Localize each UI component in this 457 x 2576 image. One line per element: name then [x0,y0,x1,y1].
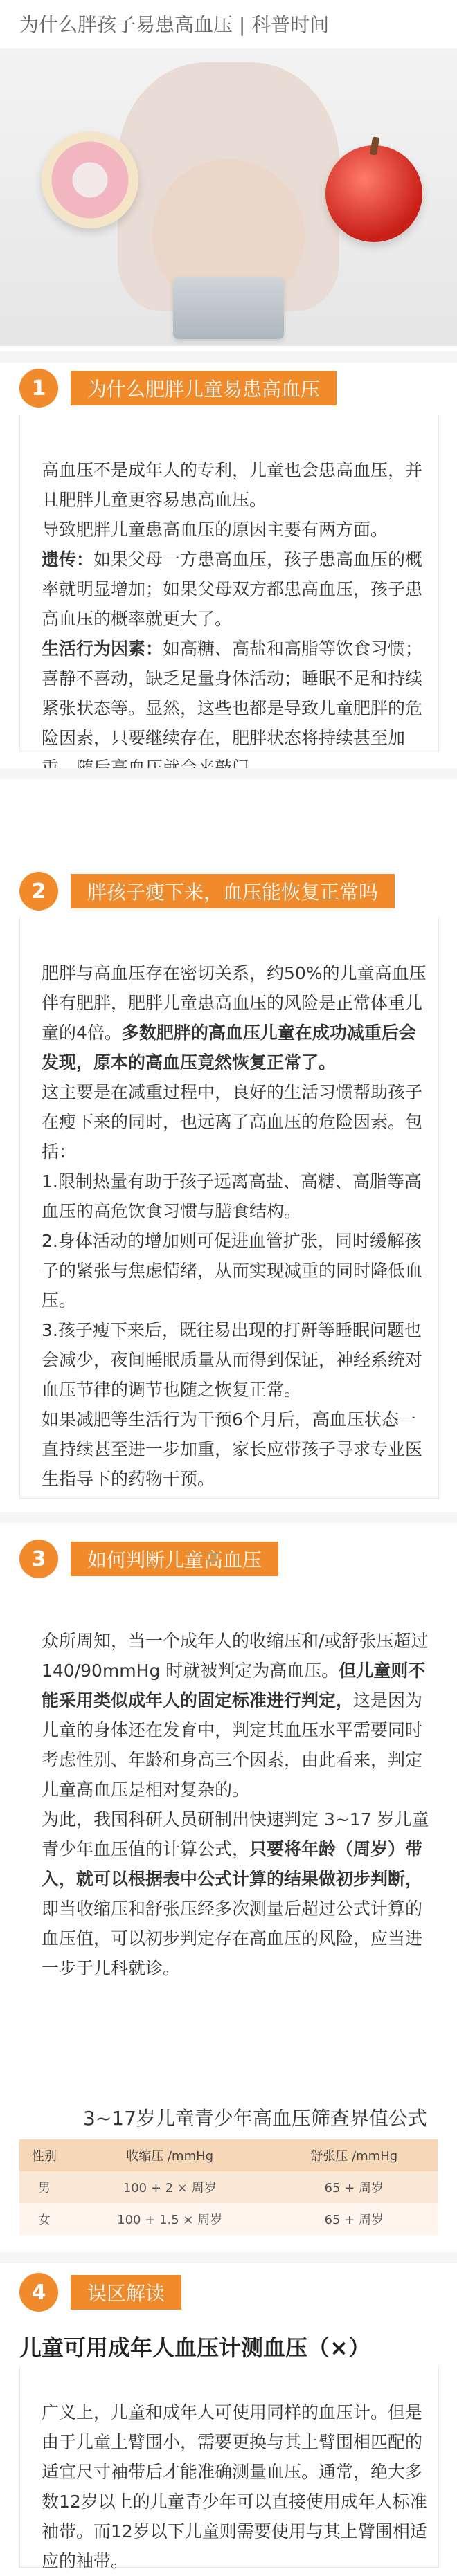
myth-subtitle: 儿童可用成年人血压计测血压（×） [19,2335,370,2361]
section-3-header [19,1536,278,1582]
section-title: 误区解读 [71,2275,181,2310]
section-number: 1 [19,369,58,408]
paragraph: 高血压不是成年人的专利，儿童也会患高血压，并且肥胖儿童更容易患高血压。 [42,460,423,510]
table-title: 3~17岁儿童青少年高血压筛查界值公式 [83,2107,427,2130]
table-cell: 女 [19,2203,69,2235]
paragraph: 1.限制热量有助于孩子远离高盐、高糖、高脂等高血压的高危饮食习惯与膳食结构。 [42,1171,422,1221]
section-number: 4 [19,2273,58,2312]
section-4-text [42,2397,429,2576]
apple-icon [325,145,422,242]
paragraph [42,1805,429,1983]
donut-icon [42,131,138,228]
hero-image [0,48,457,346]
bold-text: 只要将年龄（周岁）带入，就可以根据表中公式计算的结果做初步判断， [42,1839,423,1889]
section-title: 如何判断儿童高血压 [71,1542,278,1576]
text: 即当收缩压和舒张压经多次测量后超过公式计算的血压值，可以初步判定存在高血压的风险，应当进一步于儿科就诊。 [42,1899,423,1978]
bold-label: 生活行为因素： [42,639,163,659]
bp-formula-table [19,2139,438,2235]
section-4-header [19,2269,181,2315]
paragraph [42,545,429,634]
section-title: 胖孩子瘦下来，血压能恢复正常吗 [71,874,395,908]
bold-text: 多数肥胖的高血压儿童在成功减重后会发现，原本的高血压竟然恢复正常了。 [42,1023,416,1072]
table-header: 性别 [19,2139,69,2171]
divider [0,1512,457,1523]
paragraph [42,958,429,1077]
text: 这是因为儿童的身体还在发育中，判定其血压水平需要同时考虑性别、年龄和身高三个因素，由此看来，判定儿童高血压是相对复杂的。 [42,1690,423,1800]
paragraph: 如果减肥等生活行为干预6个月后，高血压状态一直持续甚至进一步加重，家长应带孩子寻求专业医生指导下的药物干预。 [42,1409,423,1489]
table-row [19,2171,438,2203]
section-title: 为什么肥胖儿童易患高血压 [71,371,337,405]
divider [0,2252,457,2263]
table-header: 舒张压 /mmHg [271,2139,438,2171]
table-cell: 男 [19,2171,69,2203]
text: 为此，我国科研人员研制出快速判定 3~17 岁儿童青少年血压值的计算公式， [42,1809,429,1859]
scale-icon [173,277,284,339]
divider [0,351,457,363]
table-cell: 65 + 周岁 [271,2203,438,2235]
section-number: 3 [19,1540,58,1578]
section-1-text [42,455,429,783]
paragraph: 这主要是在减重过程中，良好的生活习惯帮助孩子在瘦下来的同时，也远离了高血压的危险因素。包括： [42,1082,423,1162]
paragraph [42,634,429,783]
text: 如高糖、高盐和高脂等饮食习惯；喜静不喜动，缺乏足量身体活动；睡眠不足和持续紧张状态等。显然，这些也都是导致儿童肥胖的危险因素，只要继续存在，肥胖状态将持续甚至加 [42,639,423,748]
paragraph: 2.身体活动的增加则可促进血管扩张，同时缓解孩子的紧张与焦虑情绪，从而实现减重的同时降低血压。 [42,1231,423,1310]
paragraph: 导致肥胖儿童患高血压的原因主要有两方面。 [42,520,388,540]
table-row [19,2203,438,2235]
table-cell: 100 + 1.5 × 周岁 [69,2203,271,2235]
bold-text: 但儿童则不能采用类似成年人的固定标准进行判定， [42,1661,426,1710]
text: 如果父母一方患高血压，孩子患高血压的概率就明显增加；如果父母双方都患高血压，孩子患高血压的概率就更大了。 [42,549,423,629]
paragraph [42,1626,429,1805]
section-3-text [42,1626,429,1983]
page-title: 为什么胖孩子易患高血压 | 科普时间 [19,13,330,36]
section-2-header [19,868,395,914]
text: 肥胖与高血压存在密切关系，约50%的儿童高血压伴有肥胖，肥胖儿童患高血压的风险是正常体重儿童的4倍。 [42,963,427,1043]
section-2-text [42,958,429,1494]
table-header-row [19,2139,438,2171]
section-number: 2 [19,872,58,911]
paragraph: 广义上，儿童和成年人可使用同样的血压计。但是由于儿童上臂围小，需要更换与其上臂围相匹配的适宜尺寸袖带后才能准确测量血压。通常，绝大多数12岁以上的儿童青少年可以直接使用成年人标准袖带。而12岁以下儿童则需要使用与其上臂围相适应的袖带。 [42,2402,427,2571]
divider [0,768,457,779]
bold-label: 遗传： [42,549,94,569]
table-cell: 100 + 2 × 周岁 [69,2171,271,2203]
table-cell: 65 + 周岁 [271,2171,438,2203]
text: 众所周知，当一个成年人的收缩压和/或舒张压超过140/90mmHg 时就被判定为高血压。 [42,1631,429,1681]
section-1-header [19,365,337,411]
table-header: 收缩压 /mmHg [69,2139,271,2171]
paragraph: 3.孩子瘦下来后，既往易出现的打鼾等睡眠问题也会减少，夜间睡眠质量从而得到保证，神经系统对血压节律的调节也随之恢复正常。 [42,1320,423,1400]
